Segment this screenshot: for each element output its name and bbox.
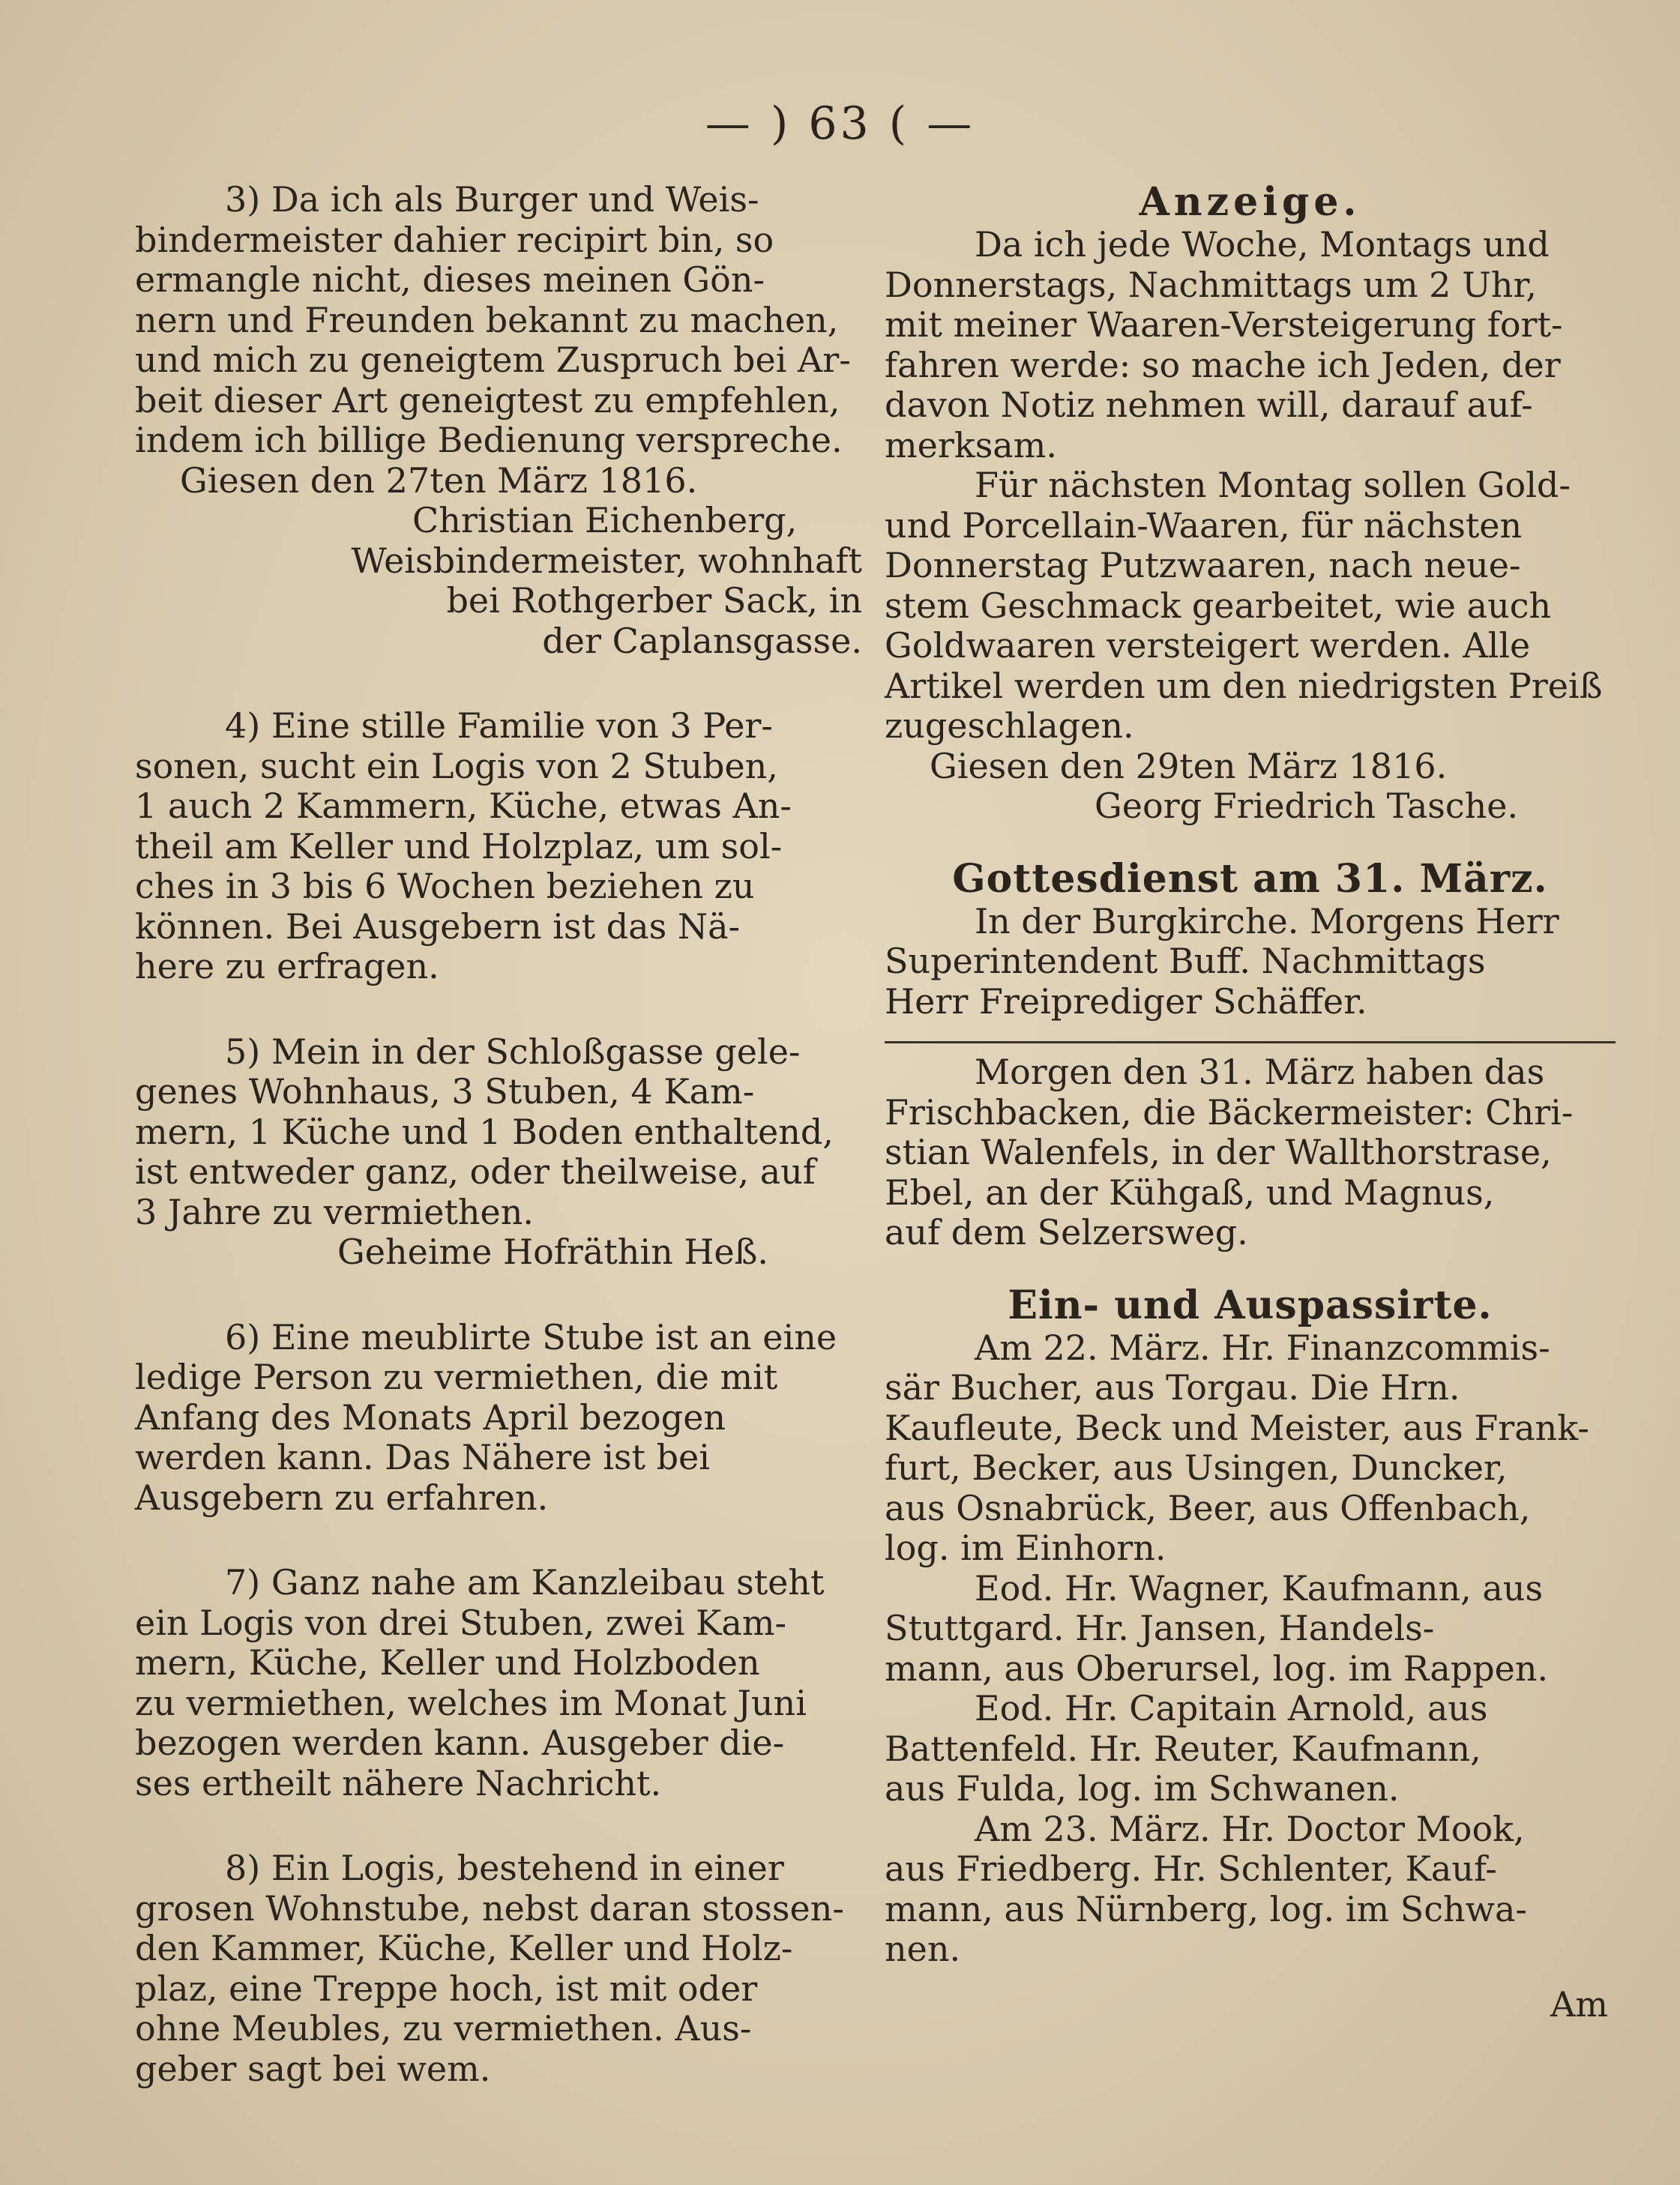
anzeige-signature: Georg Friedrich Tasche. <box>1095 786 1519 826</box>
anzeige-section <box>885 180 1616 827</box>
frischbacken-section <box>885 1052 1616 1253</box>
passirte-paragraph-3: Eod. Hr. Capitain Arnold, aus Battenfeld. Hr. Reuter, Kaufmann, aus Fulda, log. im Schwanen. <box>885 1688 1488 1809</box>
gottesdienst-heading: Gottesdienst am 31. März. <box>952 855 1548 902</box>
spacer <box>135 1518 877 1563</box>
notice-5-signature: Geheime Hofräthin Heß. <box>337 1232 768 1272</box>
notice-4 <box>135 706 877 987</box>
spacer <box>135 987 877 1032</box>
gottesdienst-section <box>885 857 1616 1022</box>
notice-6 <box>135 1318 877 1519</box>
spacer <box>885 827 1616 857</box>
notice-8-text: 8) Ein Logis, bestehend in einer grosen Wohnstube, nebst daran stossen- den Kammer, Küche, Keller und Holz- plaz, eine Treppe hoch, ist mit oder ohne Meubles, zu vermiethen. Aus- geber sagt bei wem. <box>135 1848 844 2089</box>
spacer <box>135 1803 877 1848</box>
notice-3-signature-detail: Weisbindermeister, wohnhaft bei Rothgerber Sack, in der Caplansgasse. <box>351 540 862 661</box>
notice-8 <box>135 1848 877 2089</box>
gottesdienst-text: In der Burgkirche. Morgens Herr Superintendent Buff. Nachmittags Herr Freiprediger Schäffer. <box>885 900 1559 1022</box>
notice-3-signature: Christian Eichenberg, <box>412 500 798 540</box>
spacer <box>135 661 877 706</box>
frischbacken-text: Morgen den 31. März haben das Frischbacken, die Bäckermeister: Chri- stian Walenfels, in der Wallthorstrase, Ebel, an der Kühgaß, und Magnus, auf dem Selzersweg. <box>885 1052 1574 1253</box>
notice-6-text: 6) Eine meublirte Stube ist an eine ledige Person zu vermiethen, die mit Anfang des Monats April bezogen werden kann. Das Nähere ist bei Ausgebern zu erfahren. <box>135 1316 837 1518</box>
catchword: Am <box>1550 1983 1608 2025</box>
passirte-section <box>885 1283 1616 2025</box>
notice-5-text: 5) Mein in der Schloßgasse gele- genes Wohnhaus, 3 Stuben, 4 Kam- mern, 1 Küche und 1 Boden enthaltend, ist entweder ganz, oder theilweise, auf 3 Jahre zu vermiethen. <box>135 1031 834 1232</box>
page-number: — ) 63 ( — <box>705 97 975 150</box>
notice-3-place-date: Giesen den 27ten März 1816. <box>180 459 698 501</box>
notice-3-text: 3) Da ich als Burger und Weis- bindermeister dahier recipirt bin, so ermangle nicht, dieses meinen Gön- nern und Freunden bekannt zu machen, und mich zu geneigtem Zuspruch bei Ar- beit dieser Art geneigtest zu empfehlen, indem ich billige Bedienung verspreche. <box>135 179 851 460</box>
notice-7 <box>135 1563 877 1803</box>
notice-7-text: 7) Ganz nahe am Kanzleibau steht ein Logis von drei Stuben, zwei Kam- mern, Küche, Keller und Holzboden zu vermiethen, welches im Monat Juni bezogen werden kann. Ausgeber die- ses ertheilt nähere Nachricht. <box>135 1562 825 1803</box>
spacer <box>885 1253 1616 1283</box>
anzeige-heading: Anzeige. <box>1139 179 1361 225</box>
anzeige-paragraph-2: Für nächsten Montag sollen Gold- und Porcellain-Waaren, für nächsten Donnerstag Putzwaaren, nach neue- stem Geschmack gearbeitet, wie auch Goldwaaren versteigert werden. Alle Artikel werden um den niedrigsten Preiß zugeschlagen. <box>885 465 1603 746</box>
passirte-paragraph-1: Am 22. März. Hr. Finanzcommis- sär Bucher, aus Torgau. Die Hrn. Kaufleute, Beck und Meister, aus Frank- furt, Becker, aus Usingen, Duncker, aus Osnabrück, Beer, aus Offenbach, log. im Einhorn. <box>885 1327 1589 1568</box>
section-divider <box>885 1041 1616 1043</box>
anzeige-paragraph-1: Da ich jede Woche, Montags und Donnerstags, Nachmittags um 2 Uhr, mit meiner Waaren-Versteigerung fort- fahren werde: so mache ich Jeden, der davon Notiz nehmen will, darauf auf- merksam. <box>885 224 1563 465</box>
notice-3 <box>135 180 877 661</box>
passirte-paragraph-2: Eod. Hr. Wagner, Kaufmann, aus Stuttgard. Hr. Jansen, Handels- mann, aus Oberursel, log. im Rappen. <box>885 1567 1549 1689</box>
right-column <box>885 180 1616 2025</box>
left-column <box>135 180 877 2089</box>
passirte-heading: Ein- und Auspassirte. <box>1008 1282 1493 1328</box>
notice-4-text: 4) Eine stille Familie von 3 Per- sonen, sucht ein Logis von 2 Stuben, 1 auch 2 Kammern, Küche, etwas An- theil am Keller und Holzplaz, um sol- ches in 3 bis 6 Wochen beziehen zu können. Bei Ausgebern ist das Nä- here zu erfragen. <box>135 705 792 986</box>
anzeige-place-date: Giesen den 29ten März 1816. <box>930 745 1448 786</box>
notice-5 <box>135 1032 877 1273</box>
passirte-paragraph-4: Am 23. März. Hr. Doctor Mook, aus Friedberg. Hr. Schlenter, Kauf- mann, aus Nürnberg, log. im Schwa- nen. <box>885 1808 1527 1969</box>
spacer <box>135 1273 877 1318</box>
